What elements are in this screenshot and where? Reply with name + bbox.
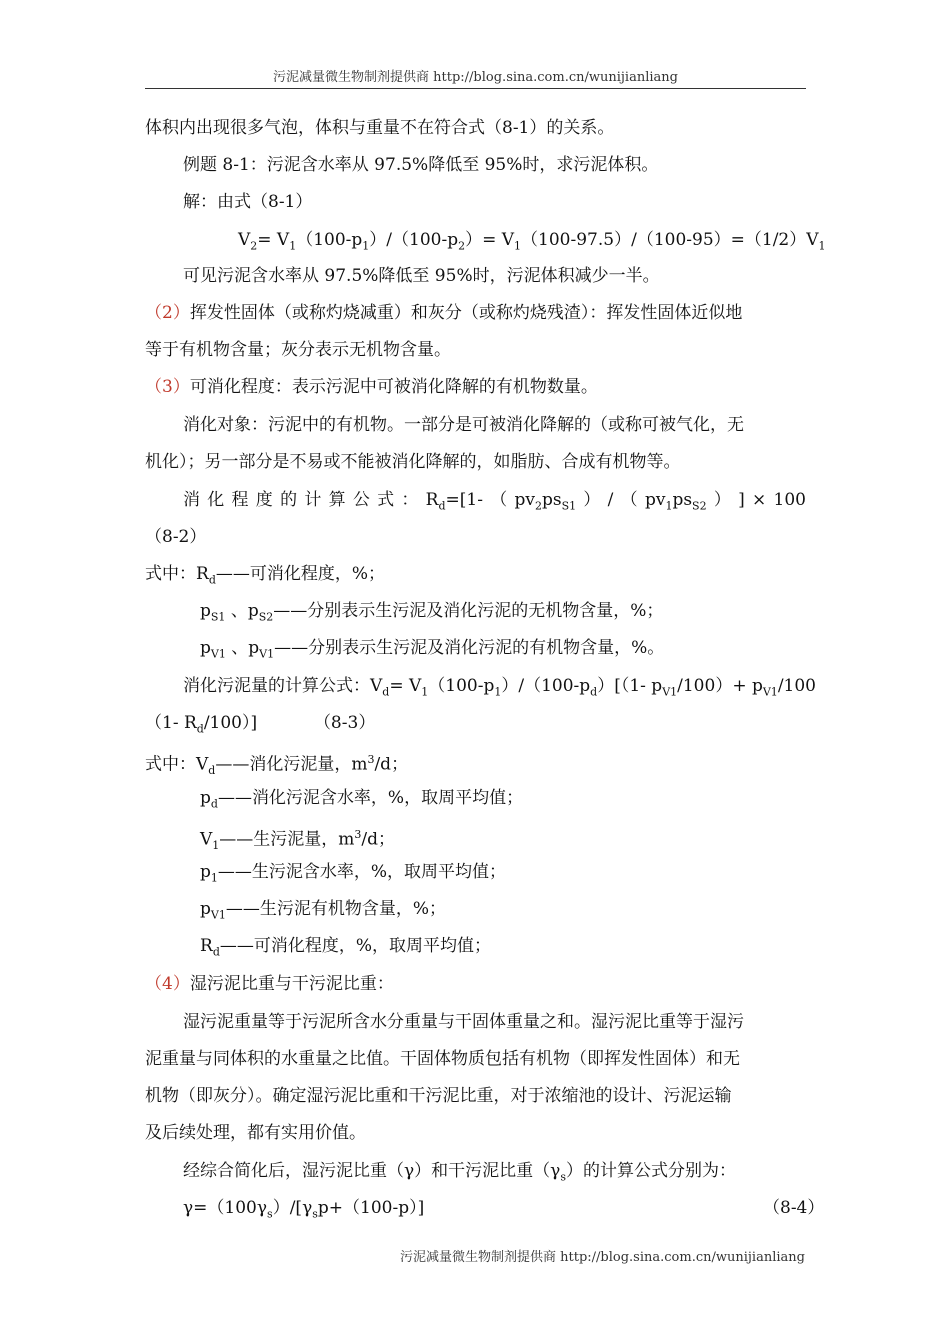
section-4-line: （4）湿污泥比重与干污泥比重： [145, 974, 394, 994]
definition-line: 式中：$V_d——$消化污泥量，$m^3/d$； [145, 753, 409, 778]
definition-line: $p_d——$消化污泥含水率，%，取周平均值； [200, 788, 524, 811]
definition-line: $p_{S1}$ 、$p_{S2}——$分别表示生污泥及消化污泥的无机物含量，%； [200, 601, 664, 624]
definition-line: $p_{V1}——$生污泥有机物含量，%； [200, 899, 446, 922]
formula-number: （8-3） [313, 713, 376, 733]
header-rule [145, 88, 806, 89]
definition-line: $R_d——$可消化程度，%，取周平均值； [200, 936, 492, 959]
paragraph-line: 消化对象：污泥中的有机物。一部分是可被消化降解的（或称可被气化，无 [183, 415, 744, 435]
section-number: （3） [145, 377, 190, 397]
paragraph-line: 体积内出现很多气泡，体积与重量不在符合式（8-1）的关系。 [145, 118, 615, 138]
formula-number: （8-2） [145, 527, 207, 547]
formula-8-3-continued: （1- $R_d/100$）] （8-3） [145, 713, 376, 736]
definition-line: $p_{V1}$ 、$p_{V1}——$分别表示生污泥及消化污泥的有机物含量，%。 [200, 638, 665, 661]
formula-8-4-line: $\gamma=(100\gamma_s)/[\gamma_sp+(100-p)]$ [183, 1198, 425, 1221]
section-number: （4） [145, 974, 190, 994]
formula-number: （8-4） [763, 1198, 825, 1218]
paragraph-line: 机物（即灰分）。确定湿污泥比重和干污泥比重，对于浓缩池的设计、污泥运输 [145, 1086, 732, 1106]
section-3-line: （3）可消化程度：表示污泥中可被消化降解的有机物数量。 [145, 377, 598, 397]
paragraph-line: 湿污泥重量等于污泥所含水分重量与干固体重量之和。湿污泥比重等于湿污 [183, 1012, 744, 1032]
paragraph-line: 机化）；另一部分是不易或不能被消化降解的，如脂肪、合成有机物等。 [145, 452, 681, 472]
definition-line: $p_1——$生污泥含水率，%，取周平均值； [200, 862, 507, 885]
section-2-line: （2）挥发性固体（或称灼烧减重）和灰分（或称灼烧残渣）：挥发性固体近似地 [145, 303, 743, 323]
example-line: 例题 8-1：污泥含水率从 97.5%降低至 95%时，求污泥体积。 [183, 155, 659, 175]
solution-line: 解：由式（8-1） [183, 192, 313, 212]
formula-8-1-calc: $V_2= V_1(100-p_1)/(100-p_2)= V_1(100-97.5)/(100-95)=(1/2)V_1$ [238, 230, 826, 253]
formula-8-3-line: 消化污泥量的计算公式：$V_d= V_1(100-p_1)/(100-p_d)[(1-$ $p_{V1}/100)+ p_{V1}/100$ [183, 676, 816, 699]
page-header: 污泥减量微生物制剂提供商 http://blog.sina.com.cn/wunijianliang [273, 70, 678, 85]
formula-8-2-line: 消 化 程 度 的 计 算 公 式 ： $R_d=[1-$ （ $pv_2ps_{S1}$ ） / （ $pv_1ps_{S2}$ ） ] × 100 [183, 490, 806, 513]
paragraph-line: 经综合简化后，湿污泥比重（γ）和干污泥比重$(\gamma_s)$的计算公式分别为： [183, 1161, 736, 1184]
definition-line: $V_1——$生污泥量，$m^3/d$； [200, 828, 396, 853]
section-number: （2） [145, 303, 190, 323]
paragraph-line: 等于有机物含量；灰分表示无机物含量。 [145, 340, 451, 360]
page-footer: 污泥减量微生物制剂提供商 http://blog.sina.com.cn/wunijianliang [400, 1250, 805, 1265]
definition-line: 式中：$R_d——$可消化程度，%； [145, 564, 386, 587]
paragraph-line: 泥重量与同体积的水重量之比值。干固体物质包括有机物（即挥发性固体）和无 [145, 1049, 740, 1069]
paragraph-line: 及后续处理，都有实用价值。 [145, 1123, 366, 1143]
conclusion-line: 可见污泥含水率从 97.5%降低至 95%时，污泥体积减少一半。 [183, 266, 660, 286]
